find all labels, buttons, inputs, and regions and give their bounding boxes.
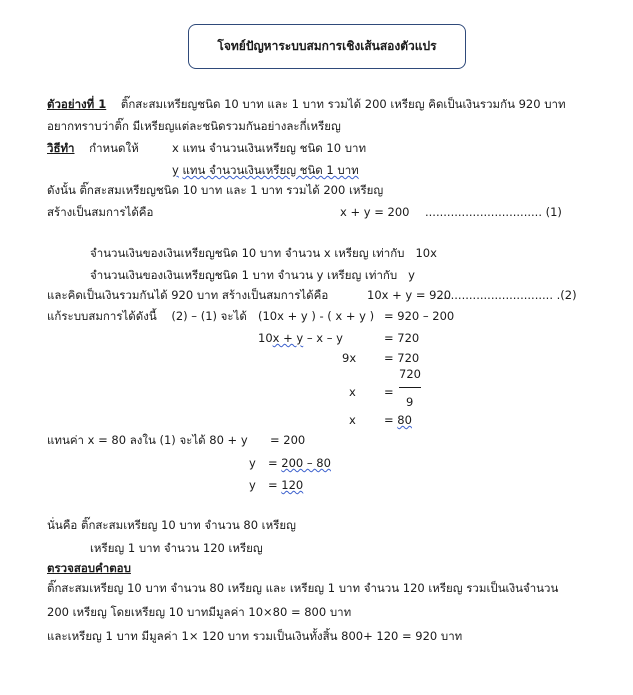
eq1-intro: สร้างเป็นสมการได้คือ [47, 205, 154, 219]
sub-2-eq: = [268, 456, 282, 470]
line-y [90, 267, 415, 283]
line-10x-value: 10x [415, 246, 437, 260]
equation-2: 10x + y = 920 [367, 288, 452, 302]
problem-line-2: อยากทราบว่าติ๊ก มีเหรียญแต่ละชนิดรวมกันอย่างละกี่เหรียญ [47, 119, 341, 133]
check-label: ตรวจสอบคำตอบ [47, 561, 131, 575]
sub-3-rhs [268, 477, 303, 493]
problem-line-1 [47, 96, 566, 112]
page-title: โจทย์ปัญหาระบบสมการเชิงเส้นสองตัวแปร [217, 39, 437, 53]
title-box [188, 24, 466, 69]
step-4-eq: = [384, 385, 394, 399]
solve-intro [47, 308, 247, 324]
sub-3-eq: = [268, 478, 282, 492]
var-y-definition [172, 162, 359, 178]
step-5-lhs: x [349, 413, 356, 427]
step-3-rhs: = 720 [384, 351, 420, 365]
check-line-2: 200 เหรียญ โดยเหรียญ 10 บาทมีมูลค่า 10×80 = 800 บาท [47, 605, 352, 619]
substitution-rhs: = 200 [270, 433, 306, 447]
step-3-lhs: 9x [342, 351, 357, 365]
answer-line-2: เหรียญ 1 บาท จำนวน 120 เหรียญ [90, 541, 263, 555]
sub-3-lhs: y [249, 478, 256, 492]
check-line-3: และเหรียญ 1 บาท มีมูลค่า 1× 120 บาท รวมเป็นเงินทั้งสิ้น 800+ 120 = 920 บาท [47, 629, 463, 643]
method-line [47, 140, 139, 156]
solve-intro-text: แก้ระบบสมการได้ดังนี้ [47, 309, 157, 323]
line-y-value: y [408, 268, 415, 282]
step-1-rhs: = 920 – 200 [384, 309, 455, 323]
equation-2-tag: ................................ .(2) [436, 288, 577, 302]
step-2-rhs: = 720 [384, 331, 420, 345]
fraction-denominator: 9 [406, 395, 414, 409]
let-text: กำหนดให้ [89, 141, 139, 155]
example-label: ตัวอย่างที่ 1 [47, 97, 107, 111]
step-5-value: 80 [397, 413, 412, 427]
step-5-eq: = [384, 413, 398, 427]
so-line: ดังนั้น ติ๊กสะสมเหรียญชนิด 10 บาท และ 1 บาท รวมได้ 200 เหรียญ [47, 183, 384, 197]
check-line-1: ติ๊กสะสมเหรียญ 10 บาท จำนวน 80 เหรียญ และ เหรียญ 1 บาท จำนวน 120 เหรียญ รวมเป็นเงินจำนวน [47, 581, 559, 595]
sub-3-value: 120 [281, 478, 304, 492]
var-y-text: แทน จำนวนเงินเหรียญ ชนิด 1 บาท [182, 163, 359, 177]
line-y-text: จำนวนเงินของเงินเหรียญชนิด 1 บาท จำนวน y เหรียญ เท่ากับ [90, 268, 398, 282]
line-10x [90, 245, 437, 261]
method-label: วิธีทำ [47, 141, 75, 155]
equation-1: x + y = 200 [340, 205, 410, 219]
eq2-intro: และคิดเป็นเงินรวมกันได้ 920 บาท สร้างเป็นสมการได้คือ [47, 288, 329, 302]
sub-2-value: 200 – 80 [281, 456, 331, 470]
problem-text-1: ติ๊กสะสมเหรียญชนิด 10 บาท และ 1 บาท รวมได้ 200 เหรียญ คิดเป็นเงินรวมกัน 920 บาท [120, 97, 566, 111]
substitution-line: แทนค่า x = 80 ลงใน (1) จะได้ 80 + y [47, 433, 248, 447]
step-5-rhs [384, 412, 412, 428]
var-x-definition: x แทน จำนวนเงินเหรียญ ชนิด 10 บาท [172, 141, 367, 155]
equation-1-tag: ................................ (1) [425, 205, 562, 219]
fraction-numerator: 720 [399, 367, 421, 381]
step-2-lhs-a: 10 [258, 331, 273, 345]
step-4-lhs: x [349, 385, 356, 399]
sub-2-rhs [268, 455, 331, 471]
step-2-lhs-c: – x – y [303, 331, 343, 345]
sub-2-lhs: y [249, 456, 256, 470]
solve-operation: (2) – (1) จะได้ [171, 309, 247, 323]
answer-line-1: นั่นคือ ติ๊กสะสมเหรียญ 10 บาท จำนวน 80 เหรียญ [47, 518, 296, 532]
fraction-bar [399, 387, 421, 388]
step-1-lhs: (10x + y ) - ( x + y ) [258, 309, 375, 323]
step-2-lhs-b: x + y [272, 331, 304, 345]
line-10x-text: จำนวนเงินของเงินเหรียญชนิด 10 บาท จำนวน x เหรียญ เท่ากับ [90, 246, 405, 260]
step-2-lhs [258, 330, 343, 346]
var-y-symbol: y [172, 163, 179, 177]
